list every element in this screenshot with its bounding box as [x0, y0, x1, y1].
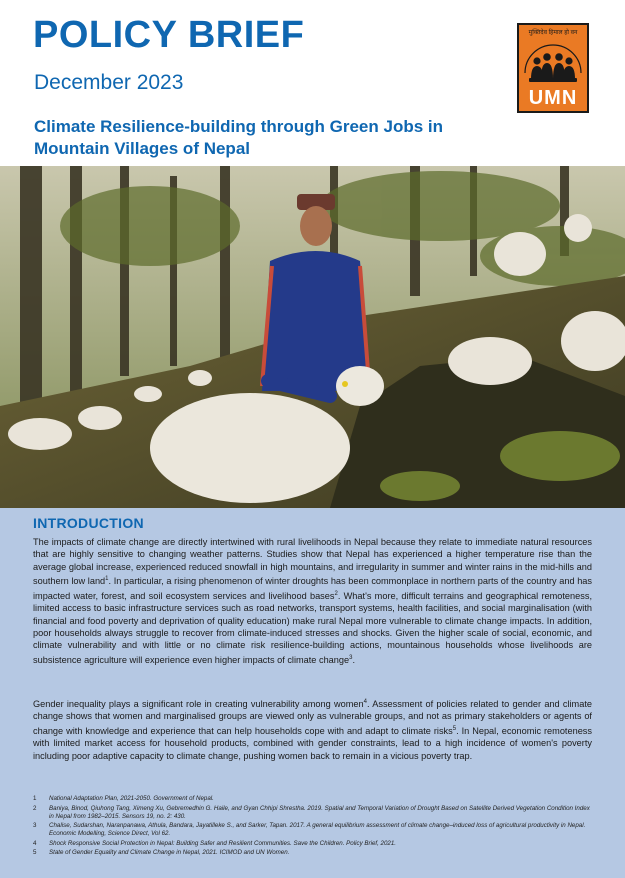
- document-type: POLICY BRIEF: [33, 14, 305, 56]
- footnote-ref: 2: [334, 590, 338, 597]
- umn-logo: [517, 23, 589, 113]
- cover-photo: [0, 166, 625, 508]
- footnote-number: 2: [33, 804, 37, 812]
- paragraph-text: . What's more, difficult terrains and geographical remoteness, limited access to basic infrastructure services such as road networks, transport systems, health facilities, and social marginalisation (with financial and food poverty and deprivation of quality education) make rural Nepal more vulnerable to climate change impacts. In addition, poor households always struggle to recover from climate-induced stresses and shocks. Given the higher scale of social, economic, and climate vulnerability and with little or no climate risk resilience-building actions, mountainous households whose livelihoods are subsistence agriculture will experience even higher impacts of climate change: [33, 590, 592, 665]
- introduction-panel: [0, 508, 625, 878]
- footnote: [33, 849, 592, 857]
- intro-paragraph-1: [33, 536, 592, 666]
- footnote-number: 5: [33, 849, 37, 856]
- logo-people-icon: [519, 35, 587, 87]
- footnote: [33, 822, 592, 838]
- footnote: [33, 840, 592, 848]
- footnote: [33, 805, 592, 821]
- footnote-text: Chalise, Sudarshan, Naranpanawa, Athula, Bandara, Jayatilleke S., and Sarker, Tapan. 2017. A general equilibrium assessment of climate change–induced loss of agricultural productivity in Nepal. Economic Modelling, Science Direct, Vol 62.: [49, 822, 586, 837]
- footnote-number: 1: [33, 795, 37, 802]
- footnotes-list: [33, 795, 592, 859]
- paragraph-text: Gender inequality plays a significant role in creating vulnerability among women: [33, 699, 364, 710]
- paragraph-text: . In Nepal, economic remoteness with limited market access for household products, combined with gender constraints, lead to a high incidence of women's poverty including poor adaptive capacity to climate change, pushing women back to remain in a vicious poverty trap.: [33, 725, 592, 761]
- header: [0, 0, 625, 166]
- footnote-ref: 1: [105, 576, 109, 583]
- footnote-number: 4: [33, 839, 37, 847]
- footnote-text: Baniya, Binod, Qiuhong Tang, Ximeng Xu, Gebremedhin G. Haile, and Gyan Chhipi Shrestha. 2019. Spatial and Temporal Variation of Drought Based on Satellite Derived Vegetation Condition Index in Nepal from 1982–2015. Sensors 19, no. 2: 430.: [49, 804, 590, 820]
- footnote-text: State of Gender Equality and Climate Change in Nepal, 2021. ICIMOD and UN Women.: [49, 849, 290, 856]
- footnote-number: 3: [33, 822, 37, 829]
- intro-paragraph-2: [33, 696, 592, 762]
- footnote: [33, 795, 592, 803]
- logo-text: UMN: [528, 87, 578, 109]
- section-heading: INTRODUCTION: [33, 515, 144, 531]
- publication-date: December 2023: [34, 71, 184, 94]
- photo-illustration: [0, 166, 625, 508]
- logo-arc-text: मुक्तिदेव हिमाल हो वन: [528, 30, 578, 36]
- paragraph-text: The impacts of climate change are directly intertwined with rural livelihoods in Nepal because they relate to immediate natural resources that are highly sensitive to changing weather patterns. Studies show that Nepal has experienced a higher temperature rise than the average global increase, experienced reduced snowfall in high mountains, and irregularity in summer and winter rains in the mid-hills and southern low land: [33, 537, 592, 587]
- footnote-text: National Adaptation Plan, 2021-2050. Government of Nepal.: [49, 795, 214, 802]
- footnote-ref: 5: [452, 725, 457, 732]
- paragraph-text: .: [352, 654, 356, 665]
- paragraph-text: . In particular, a rising phenomenon of winter droughts has been commonplace in northern parts of the country and has impacted water, forest, and soil ecosystem services and livelihood bases: [33, 576, 593, 601]
- paragraph-text: . Assessment of policies related to gender and climate change shows that women and marginalised groups are viewed only as vulnerable groups, and not as primary stakeholders or agents of change with knowledge and experience that can help households cope with and adapt to climate risks: [33, 699, 592, 736]
- footnote-ref: 3: [349, 654, 353, 661]
- footnote-text: Shock Responsive Social Protection in Nepal: Building Safer and Resilient Communities. Save the Children. Policy Brief, 2021.: [49, 839, 397, 847]
- document-title: Climate Resilience-building through Green Jobs in Mountain Villages of Nepal: [34, 117, 443, 158]
- footnote-ref: 4: [363, 699, 367, 705]
